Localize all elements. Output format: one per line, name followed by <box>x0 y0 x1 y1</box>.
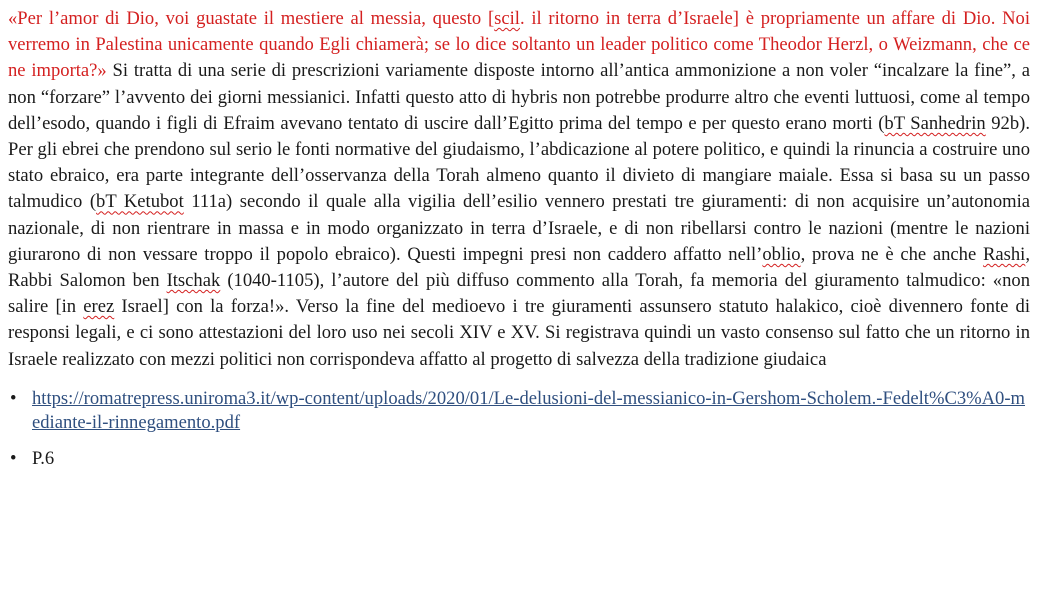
bullet-icon: • <box>10 387 17 409</box>
spellcheck-flag-sanhedrin[interactable]: bT Sanhedrin <box>884 112 986 134</box>
body-text-6: (1040-1105), l’autore del più diffuso commento alla Torah, fa memoria del giuramento talmudico: «non salire [in <box>8 270 1030 318</box>
spellcheck-flag-oblio[interactable]: oblio <box>762 243 801 265</box>
body-text-1: Si tratta di una serie di prescrizioni variamente disposte intorno all’antica ammonizione a non voler “incalzare la fine”, a non “forzare” l’avvento dei giorni messianici. Infatti questo atto di hybris non potrebbe produrre altro che eventi luttuosi, come al tempo dell’esodo, quando i figli di Efraim avevano tentato di uscire dall’Egitto prima del tempo e per questo erano morti ( <box>8 60 1030 134</box>
main-paragraph <box>8 6 1030 373</box>
list-item-link <box>8 387 1030 435</box>
body-text-5: , Rabbi Salomon ben <box>8 243 1030 292</box>
quote-text-end: . il ritorno in terra d’Israele] è propriamente un affare di Dio. Noi verremo in Palestina unicamente quando Egli chiamerà; se lo dice soltanto un leader politico come Theodor Herzl, o Weizmann, che ce ne importa?» <box>8 8 1030 82</box>
spellcheck-flag-rashi[interactable]: Rashi <box>982 243 1026 265</box>
spellcheck-flag-ketubot[interactable]: bT Ketubot <box>96 191 184 213</box>
document-body <box>8 6 1030 483</box>
bullet-list <box>8 387 1030 471</box>
body-text-2: 92b). Per gli ebrei che prendono sul serio le fonti normative del giudaismo, l’abdicazione al potere politico, e quindi la rinuncia a costruire uno stato ebraico, era parte integrante dell’osservanza della Torah almeno quanto il divieto di mangiare maiale. Essa si basa su un passo talmudico ( <box>8 112 1030 213</box>
spellcheck-flag-scil[interactable]: scil <box>494 8 520 29</box>
quote-text-start: «Per l’amor di Dio, voi guastate il mestiere al messia, questo [ <box>8 8 495 29</box>
source-link[interactable]: https://romatrepress.uniroma3.it/wp-content/uploads/2020/01/Le-delusioni-del-messianico-in-Gershom-Scholem.-Fedelt%C3%A0-mediante-il-rinnegamento.pdf <box>32 387 1026 433</box>
spellcheck-flag-itschak[interactable]: Itschak <box>166 270 221 292</box>
page-reference: P.6 <box>32 447 55 469</box>
body-text-3: 111a) secondo il quale alla vigilia dell’esilio vennero prestati tre giuramenti: di non acquisire un’autonomia nazionale, di non rientrare in massa e in modo organizzato in terra d’Israele, e di non ribellarsi contro le nazioni (mentre le nazioni giurarono di non vessare troppo il popolo ebraico). Questi impegni presi non caddero affatto nell’ <box>8 191 1030 265</box>
bullet-icon: • <box>10 447 17 469</box>
list-item-page <box>8 447 1030 471</box>
body-text-4: , prova ne è che anche <box>800 243 983 265</box>
spellcheck-flag-erez[interactable]: erez <box>83 296 115 318</box>
body-text-7: Israel] con la forza!». Verso la fine del medioevo i tre giuramenti assunsero statuto halakico, cioè divennero fonte di responsi legali, e ci sono attestazioni del loro uso nei secoli XIV e XV. Si registrava quindi un vasto consenso sul fatto che un ritorno in Israele realizzato con mezzi politici non corrispondeva affatto al progetto di salvezza della tradizione giudaica <box>8 296 1031 370</box>
